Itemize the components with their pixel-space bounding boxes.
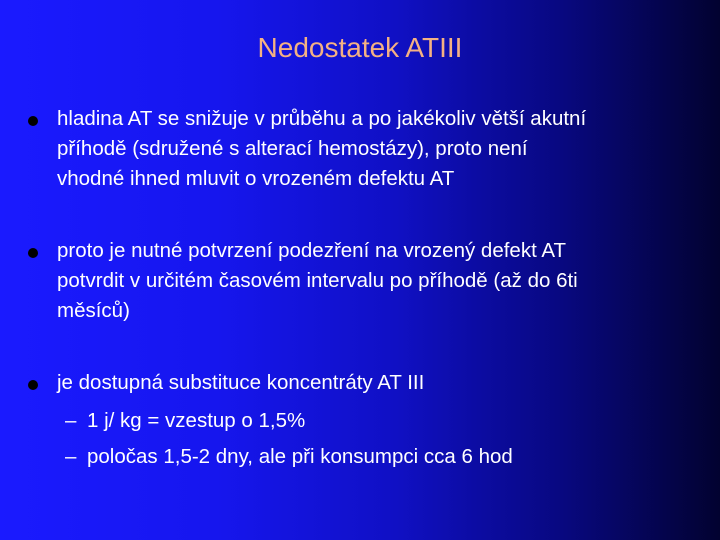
sub-bullet-text: 1 j/ kg = vzestup o 1,5% (87, 409, 306, 432)
sub-bullet-item (65, 442, 685, 472)
bullet-dot-icon (28, 116, 38, 126)
bullet-line: vhodné ihned mluvit o vrozeném defektu AT (57, 167, 455, 190)
bullet-dot-icon (28, 380, 38, 390)
dash-icon: – (65, 409, 77, 432)
bullet-line: je dostupná substituce koncentráty AT III (57, 371, 425, 394)
bullet-text (57, 104, 697, 194)
bullet-text (57, 368, 697, 398)
bullet-line: příhodě (sdružené s alterací hemostázy), proto není (57, 137, 528, 160)
bullet-line: potvrdit v určitém časovém intervalu po příhodě (až do 6ti (57, 269, 578, 292)
bullet-text (57, 236, 697, 326)
bullet-line: proto je nutné potvrzení podezření na vrozený defekt AT (57, 239, 567, 262)
bullet-dot-icon (28, 248, 38, 258)
bullet-line: hladina AT se snižuje v průběhu a po jakékoliv větší akutní (57, 107, 587, 130)
sub-bullet-item (65, 406, 685, 436)
slide-title: Nedostatek ATIII (257, 32, 463, 63)
sub-bullet-text: poločas 1,5-2 dny, ale při konsumpci cca 6 hod (87, 445, 513, 468)
dash-icon: – (65, 445, 77, 468)
bullet-line: měsíců) (57, 299, 130, 322)
